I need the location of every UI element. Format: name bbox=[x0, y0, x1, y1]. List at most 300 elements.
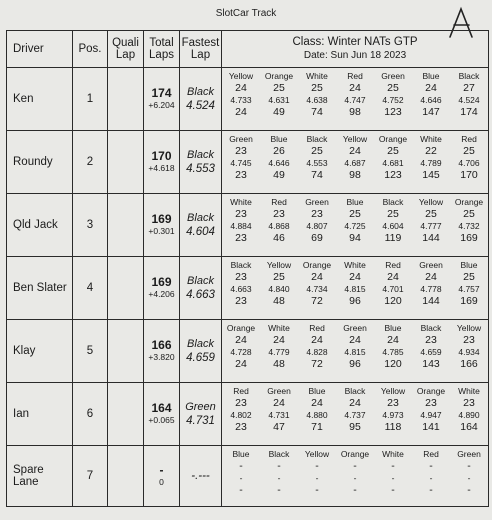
lane-result bbox=[450, 320, 488, 382]
lane-laps: 22 bbox=[425, 145, 437, 157]
total-laps-cell bbox=[144, 446, 180, 507]
lane-best-time: 4.646 bbox=[420, 95, 442, 105]
lane-laps: 23 bbox=[463, 334, 475, 346]
total-laps-cell bbox=[144, 320, 180, 383]
lane-running-total: 46 bbox=[273, 232, 285, 244]
total-laps: - bbox=[159, 463, 164, 477]
lane-result bbox=[222, 320, 260, 382]
lane-best-time: 4.681 bbox=[382, 158, 404, 168]
quali-lap bbox=[108, 131, 144, 194]
lane-result bbox=[298, 68, 336, 130]
lane-laps: 24 bbox=[235, 334, 247, 346]
lane-result bbox=[450, 446, 488, 506]
lane-color: Black bbox=[344, 386, 366, 396]
lane-laps: 24 bbox=[311, 334, 323, 346]
lane-color: Yellow bbox=[342, 134, 368, 144]
lane-result bbox=[260, 320, 298, 382]
lane-laps: - bbox=[391, 460, 395, 472]
column-pos: Pos. bbox=[73, 31, 108, 68]
lane-laps: - bbox=[277, 460, 281, 472]
lane-color: Black bbox=[458, 71, 480, 81]
lane-best-time: 4.646 bbox=[268, 158, 290, 168]
lane-best-time: 4.733 bbox=[230, 95, 252, 105]
lane-result bbox=[298, 131, 336, 193]
lane-best-time: 4.747 bbox=[344, 95, 366, 105]
lane-laps: 24 bbox=[349, 271, 361, 283]
fastest-lap-time: -.--- bbox=[191, 470, 210, 482]
lane-running-total: 98 bbox=[349, 106, 361, 118]
lane-laps: 24 bbox=[311, 397, 323, 409]
lane-laps: 24 bbox=[425, 82, 437, 94]
lane-color: White bbox=[230, 197, 252, 207]
gap: +3.820 bbox=[148, 352, 175, 362]
lane-best-time: 4.638 bbox=[306, 95, 328, 105]
position: 4 bbox=[73, 257, 108, 320]
lane-running-total: 169 bbox=[460, 232, 478, 244]
lane-running-total: 23 bbox=[235, 169, 247, 181]
fastest-lap-cell bbox=[180, 257, 222, 320]
lane-running-total: 69 bbox=[311, 232, 323, 244]
lane-result bbox=[450, 194, 488, 256]
column-quali-lap: Quali Lap bbox=[108, 31, 144, 68]
fastest-lane-color: Black bbox=[187, 86, 214, 98]
driver-name: Ben Slater bbox=[7, 257, 73, 320]
table-row bbox=[7, 131, 489, 194]
fastest-lap-cell bbox=[180, 383, 222, 446]
position: 3 bbox=[73, 194, 108, 257]
lane-result bbox=[450, 68, 488, 130]
lane-color: Orange bbox=[302, 260, 332, 270]
lane-laps: - bbox=[353, 460, 357, 472]
lane-color: Black bbox=[382, 197, 404, 207]
quali-lap bbox=[108, 68, 144, 131]
lane-color: White bbox=[344, 260, 366, 270]
lane-laps: 25 bbox=[387, 145, 399, 157]
lane-running-total: 48 bbox=[273, 295, 285, 307]
lane-result bbox=[374, 257, 412, 319]
lane-running-total: 71 bbox=[311, 421, 323, 433]
lane-best-time: 4.815 bbox=[344, 347, 366, 357]
total-laps-cell bbox=[144, 131, 180, 194]
lane-laps: 26 bbox=[273, 145, 285, 157]
table-row bbox=[7, 446, 489, 507]
lane-laps: 24 bbox=[311, 271, 323, 283]
total-laps-cell bbox=[144, 383, 180, 446]
lane-result bbox=[222, 194, 260, 256]
lane-color: Red bbox=[347, 71, 363, 81]
lane-laps: 23 bbox=[387, 397, 399, 409]
lane-laps: 25 bbox=[463, 208, 475, 220]
lane-best-time: 4.934 bbox=[458, 347, 480, 357]
lane-results-cell bbox=[222, 194, 489, 257]
lane-best-time: 4.778 bbox=[420, 284, 442, 294]
fastest-lap-cell bbox=[180, 131, 222, 194]
gap: 0 bbox=[159, 477, 164, 487]
lane-result bbox=[374, 68, 412, 130]
lane-best-time: 4.880 bbox=[306, 410, 328, 420]
fastest-lane-color: Black bbox=[187, 275, 214, 287]
lane-color: Orange bbox=[226, 323, 256, 333]
driver-name: Roundy bbox=[7, 131, 73, 194]
lane-laps: 25 bbox=[425, 208, 437, 220]
lane-best-time: 4.973 bbox=[382, 410, 404, 420]
lane-results-cell bbox=[222, 257, 489, 320]
lane-running-total: 72 bbox=[311, 358, 323, 370]
column-total-laps: Total Laps bbox=[144, 31, 180, 68]
lane-running-total: 98 bbox=[349, 169, 361, 181]
lane-laps: 25 bbox=[463, 145, 475, 157]
total-laps-cell bbox=[144, 194, 180, 257]
fastest-lap-time: 4.659 bbox=[186, 352, 215, 364]
lane-result bbox=[222, 68, 260, 130]
lane-color: Blue bbox=[232, 449, 250, 459]
lane-laps: 23 bbox=[235, 145, 247, 157]
lane-color: Orange bbox=[416, 386, 446, 396]
lane-result bbox=[336, 320, 374, 382]
lane-laps: 24 bbox=[273, 334, 285, 346]
driver-name: Qld Jack bbox=[7, 194, 73, 257]
quali-lap bbox=[108, 257, 144, 320]
quali-lap bbox=[108, 320, 144, 383]
lane-laps: 25 bbox=[273, 82, 285, 94]
lane-laps: 23 bbox=[235, 208, 247, 220]
fastest-lap-time: 4.731 bbox=[186, 415, 215, 427]
lane-laps: 24 bbox=[349, 145, 361, 157]
fastest-lap-cell bbox=[180, 194, 222, 257]
position: 6 bbox=[73, 383, 108, 446]
lane-best-time: 4.731 bbox=[268, 410, 290, 420]
lane-color: Yellow bbox=[304, 449, 330, 459]
lane-color: Blue bbox=[346, 197, 364, 207]
total-laps: 169 bbox=[151, 275, 172, 289]
class-line: Class: Winter NATs GTP bbox=[292, 36, 418, 48]
lane-laps: 25 bbox=[387, 208, 399, 220]
lane-color: Green bbox=[457, 449, 481, 459]
lane-best-time: 4.828 bbox=[306, 347, 328, 357]
table-row bbox=[7, 320, 489, 383]
lane-running-total: 123 bbox=[384, 169, 402, 181]
lane-color: Red bbox=[461, 134, 477, 144]
lane-best-time: 4.757 bbox=[458, 284, 480, 294]
sheet-title: SlotCar Track bbox=[215, 8, 277, 19]
lane-result bbox=[298, 320, 336, 382]
fastest-lap-time: 4.553 bbox=[186, 163, 215, 175]
lane-color: Yellow bbox=[380, 386, 406, 396]
lane-results-cell bbox=[222, 131, 489, 194]
fastest-lane-color: Black bbox=[187, 338, 214, 350]
total-laps: 174 bbox=[151, 86, 172, 100]
lane-color: White bbox=[268, 323, 290, 333]
table-row bbox=[7, 383, 489, 446]
lane-running-total: 47 bbox=[273, 421, 285, 433]
lane-running-total: 95 bbox=[349, 421, 361, 433]
lane-running-total: 123 bbox=[384, 106, 402, 118]
lane-result bbox=[412, 131, 450, 193]
lane-color: Blue bbox=[308, 386, 326, 396]
lane-best-time: 4.884 bbox=[230, 221, 252, 231]
lane-laps: 23 bbox=[425, 334, 437, 346]
lane-running-total: 145 bbox=[422, 169, 440, 181]
quali-lap bbox=[108, 446, 144, 507]
lane-best-time: 4.745 bbox=[230, 158, 252, 168]
lane-running-total: 144 bbox=[422, 295, 440, 307]
lane-color: Red bbox=[233, 386, 249, 396]
lane-best-time: - bbox=[277, 473, 281, 483]
lane-laps: 24 bbox=[349, 397, 361, 409]
quali-lap bbox=[108, 383, 144, 446]
fastest-lane-color: Green bbox=[185, 401, 216, 413]
lane-color: Black bbox=[230, 260, 252, 270]
lane-color: Orange bbox=[340, 449, 370, 459]
lane-running-total: - bbox=[429, 484, 433, 496]
fastest-lap-time: 4.524 bbox=[186, 100, 215, 112]
lane-running-total: 96 bbox=[349, 358, 361, 370]
lane-grid bbox=[222, 446, 488, 506]
lane-running-total: 118 bbox=[384, 421, 402, 433]
lane-running-total: - bbox=[239, 484, 243, 496]
lane-laps: 24 bbox=[273, 397, 285, 409]
lane-result bbox=[450, 131, 488, 193]
lane-color: Red bbox=[309, 323, 325, 333]
lane-laps: 23 bbox=[425, 397, 437, 409]
lane-result bbox=[412, 257, 450, 319]
lane-color: Green bbox=[305, 197, 329, 207]
quali-lap bbox=[108, 194, 144, 257]
lane-best-time: - bbox=[315, 473, 319, 483]
lane-result bbox=[260, 131, 298, 193]
lane-result bbox=[222, 257, 260, 319]
lane-laps: 23 bbox=[235, 271, 247, 283]
date-line: Date: Sun Jun 18 2023 bbox=[303, 50, 407, 61]
total-laps: 169 bbox=[151, 212, 172, 226]
header-row bbox=[7, 31, 489, 68]
lane-result bbox=[412, 320, 450, 382]
position: 1 bbox=[73, 68, 108, 131]
lane-laps: 25 bbox=[311, 82, 323, 94]
lane-laps: 23 bbox=[311, 208, 323, 220]
lane-laps: - bbox=[467, 460, 471, 472]
lane-best-time: 4.706 bbox=[458, 158, 480, 168]
lane-running-total: 24 bbox=[235, 358, 247, 370]
lane-color: Black bbox=[268, 449, 290, 459]
lane-color: Yellow bbox=[418, 197, 444, 207]
lane-best-time: 4.777 bbox=[420, 221, 442, 231]
results-table bbox=[6, 30, 489, 507]
lane-best-time: 4.737 bbox=[344, 410, 366, 420]
lane-result bbox=[374, 320, 412, 382]
lane-best-time: 4.725 bbox=[344, 221, 366, 231]
lane-laps: 25 bbox=[273, 271, 285, 283]
lane-best-time: 4.728 bbox=[230, 347, 252, 357]
lane-running-total: 120 bbox=[384, 358, 402, 370]
lane-running-total: 169 bbox=[460, 295, 478, 307]
lane-result bbox=[412, 194, 450, 256]
lane-color: White bbox=[458, 386, 480, 396]
lane-grid bbox=[222, 131, 488, 193]
fastest-lane-color: Black bbox=[187, 212, 214, 224]
lane-color: Green bbox=[419, 260, 443, 270]
lane-laps: 25 bbox=[349, 208, 361, 220]
driver-name: Ian bbox=[7, 383, 73, 446]
lane-best-time: 4.732 bbox=[458, 221, 480, 231]
fastest-lap-cell bbox=[180, 68, 222, 131]
class-date-header bbox=[222, 31, 489, 68]
lane-running-total: - bbox=[315, 484, 319, 496]
lane-color: White bbox=[306, 71, 328, 81]
lane-best-time: 4.663 bbox=[230, 284, 252, 294]
driver-name: Ken bbox=[7, 68, 73, 131]
lane-result bbox=[336, 446, 374, 506]
lane-result bbox=[374, 383, 412, 445]
lane-best-time: 4.553 bbox=[306, 158, 328, 168]
lane-best-time: 4.659 bbox=[420, 347, 442, 357]
lane-running-total: 49 bbox=[273, 106, 285, 118]
lane-laps: 24 bbox=[349, 82, 361, 94]
table-row bbox=[7, 68, 489, 131]
lane-color: Green bbox=[229, 134, 253, 144]
lane-running-total: 24 bbox=[235, 106, 247, 118]
table-row bbox=[7, 194, 489, 257]
lane-color: Green bbox=[381, 71, 405, 81]
lane-result bbox=[336, 383, 374, 445]
gap: +0.301 bbox=[148, 226, 175, 236]
lane-running-total: 94 bbox=[349, 232, 361, 244]
lane-result bbox=[336, 131, 374, 193]
lane-running-total: 23 bbox=[235, 295, 247, 307]
lane-result bbox=[336, 194, 374, 256]
lane-result bbox=[450, 257, 488, 319]
lane-result bbox=[298, 194, 336, 256]
lane-color: Yellow bbox=[228, 71, 254, 81]
lane-color: Orange bbox=[378, 134, 408, 144]
lane-result bbox=[298, 383, 336, 445]
lane-best-time: 4.524 bbox=[458, 95, 480, 105]
lane-running-total: - bbox=[467, 484, 471, 496]
column-driver: Driver bbox=[7, 31, 73, 68]
column-fastest-lap: Fastest Lap bbox=[180, 31, 222, 68]
lane-color: Orange bbox=[454, 197, 484, 207]
lane-running-total: 143 bbox=[422, 358, 440, 370]
lane-result bbox=[260, 446, 298, 506]
lane-results-cell bbox=[222, 68, 489, 131]
lane-color: Yellow bbox=[456, 323, 482, 333]
total-laps: 170 bbox=[151, 149, 172, 163]
lane-result bbox=[260, 257, 298, 319]
lane-best-time: 4.701 bbox=[382, 284, 404, 294]
lane-best-time: 4.868 bbox=[268, 221, 290, 231]
lane-best-time: 4.785 bbox=[382, 347, 404, 357]
gap: +4.206 bbox=[148, 289, 175, 299]
lane-result bbox=[412, 68, 450, 130]
lane-running-total: 120 bbox=[384, 295, 402, 307]
lane-running-total: 119 bbox=[384, 232, 402, 244]
lane-running-total: 74 bbox=[311, 169, 323, 181]
total-laps-cell bbox=[144, 68, 180, 131]
lane-best-time: - bbox=[239, 473, 243, 483]
lane-best-time: - bbox=[429, 473, 433, 483]
total-laps-cell bbox=[144, 257, 180, 320]
lane-best-time: 4.604 bbox=[382, 221, 404, 231]
lane-result bbox=[374, 446, 412, 506]
lane-laps: 25 bbox=[463, 271, 475, 283]
lane-laps: 23 bbox=[273, 208, 285, 220]
total-laps: 166 bbox=[151, 338, 172, 352]
lane-color: Blue bbox=[384, 323, 402, 333]
lane-result bbox=[374, 131, 412, 193]
lane-laps: 25 bbox=[387, 82, 399, 94]
lane-color: Green bbox=[267, 386, 291, 396]
lane-grid bbox=[222, 68, 488, 130]
position: 7 bbox=[73, 446, 108, 507]
lane-result bbox=[260, 68, 298, 130]
fastest-lap-cell bbox=[180, 320, 222, 383]
lane-laps: 24 bbox=[387, 271, 399, 283]
total-laps: 164 bbox=[151, 401, 172, 415]
lane-result bbox=[222, 131, 260, 193]
lane-best-time: 4.947 bbox=[420, 410, 442, 420]
lane-color: Yellow bbox=[266, 260, 292, 270]
lane-grid bbox=[222, 383, 488, 445]
lane-best-time: 4.752 bbox=[382, 95, 404, 105]
lane-result bbox=[412, 383, 450, 445]
lane-color: Blue bbox=[460, 260, 478, 270]
lane-color: Green bbox=[343, 323, 367, 333]
lane-color: Orange bbox=[264, 71, 294, 81]
lane-running-total: 170 bbox=[460, 169, 478, 181]
position: 2 bbox=[73, 131, 108, 194]
lane-color: Black bbox=[420, 323, 442, 333]
lane-result bbox=[412, 446, 450, 506]
lane-result bbox=[260, 383, 298, 445]
lane-result bbox=[260, 194, 298, 256]
driver-name: Spare Lane bbox=[7, 446, 73, 507]
lane-laps: 24 bbox=[387, 334, 399, 346]
lane-running-total: 23 bbox=[235, 232, 247, 244]
lane-laps: 24 bbox=[349, 334, 361, 346]
lane-running-total: 48 bbox=[273, 358, 285, 370]
fastest-lap-time: 4.663 bbox=[186, 289, 215, 301]
lane-color: White bbox=[382, 449, 404, 459]
lane-best-time: 4.779 bbox=[268, 347, 290, 357]
lane-laps: - bbox=[429, 460, 433, 472]
lane-running-total: 166 bbox=[460, 358, 478, 370]
lane-result bbox=[336, 257, 374, 319]
lane-best-time: 4.789 bbox=[420, 158, 442, 168]
driver-name: Klay bbox=[7, 320, 73, 383]
lane-results-cell bbox=[222, 320, 489, 383]
lane-best-time: 4.631 bbox=[268, 95, 290, 105]
lane-running-total: 141 bbox=[422, 421, 440, 433]
lane-result bbox=[336, 68, 374, 130]
lane-result bbox=[374, 194, 412, 256]
lane-running-total: - bbox=[277, 484, 281, 496]
lane-best-time: 4.802 bbox=[230, 410, 252, 420]
lane-color: White bbox=[420, 134, 442, 144]
lane-grid bbox=[222, 194, 488, 256]
lane-running-total: 74 bbox=[311, 106, 323, 118]
lane-best-time: 4.734 bbox=[306, 284, 328, 294]
lane-result bbox=[450, 383, 488, 445]
lane-running-total: 72 bbox=[311, 295, 323, 307]
lane-result bbox=[222, 383, 260, 445]
lane-laps: 27 bbox=[463, 82, 475, 94]
table-row bbox=[7, 257, 489, 320]
lane-result bbox=[298, 446, 336, 506]
position: 5 bbox=[73, 320, 108, 383]
lane-laps: 23 bbox=[235, 397, 247, 409]
lane-grid bbox=[222, 320, 488, 382]
lane-running-total: 147 bbox=[422, 106, 440, 118]
